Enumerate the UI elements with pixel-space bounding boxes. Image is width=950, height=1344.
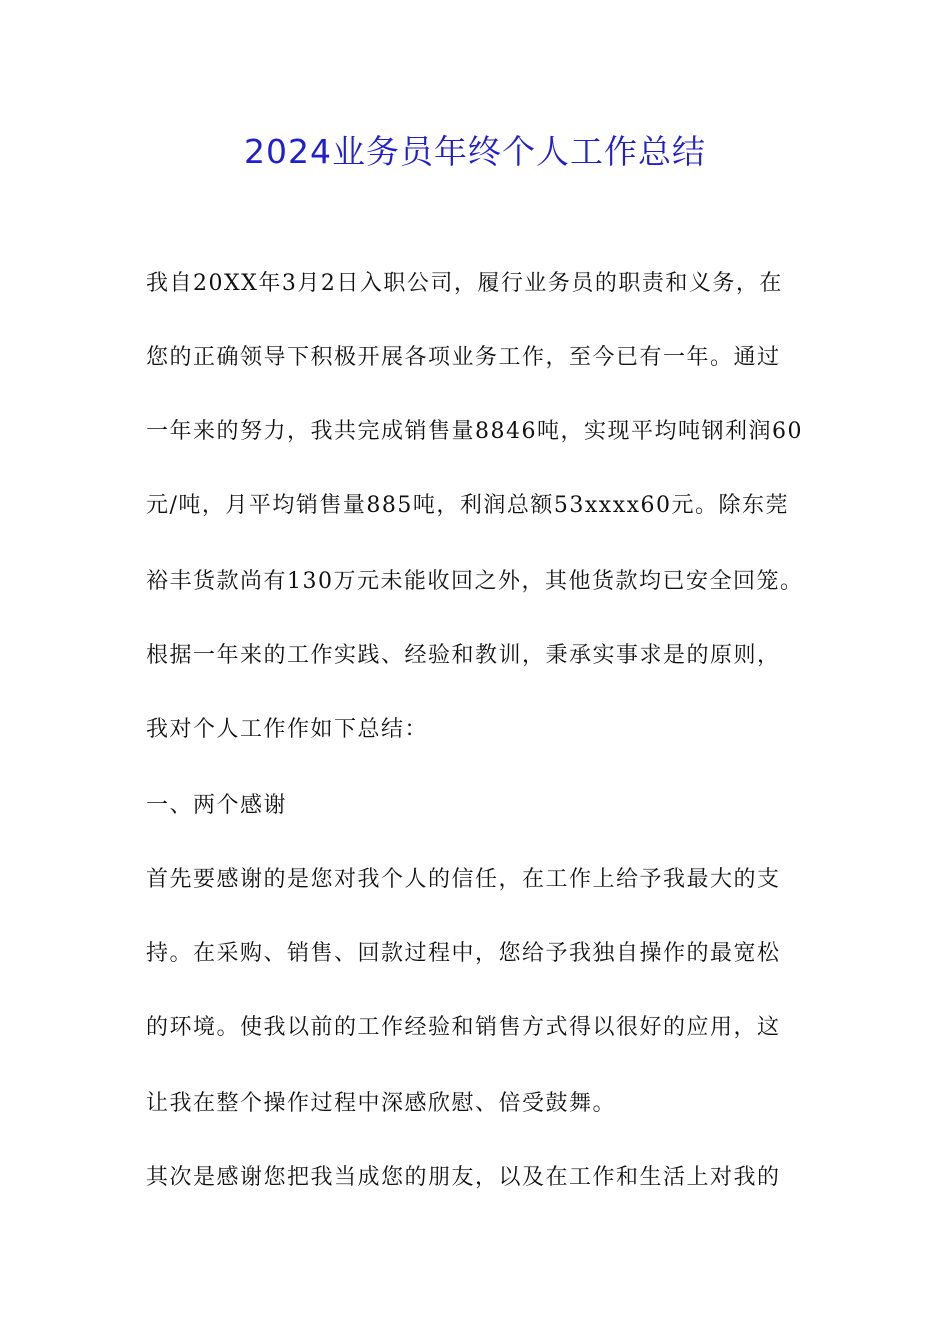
body-line-11: 让我在整个操作过程中深感欣慰、倍受鼓舞。: [146, 1091, 617, 1116]
body-line-2: 您的正确领导下积极开展各项业务工作，至今已有一年。通过: [146, 345, 781, 370]
body-line-6: 根据一年来的工作实践、经验和教训，秉承实事求是的原则，: [146, 643, 781, 668]
body-line-10: 的环境。使我以前的工作经验和销售方式得以很好的应用，这: [146, 1015, 781, 1040]
body-line-3: 一年来的努力，我共完成销售量8846吨，实现平均吨钢利润60: [146, 419, 803, 444]
section-heading-1: 一、两个感谢: [146, 793, 288, 818]
body-line-12: 其次是感谢您把我当成您的朋友，以及在工作和生活上对我的: [146, 1165, 781, 1190]
body-line-9: 持。在采购、销售、回款过程中，您给予我独自操作的最宽松: [146, 941, 781, 966]
body-line-7: 我对个人工作作如下总结：: [146, 717, 429, 742]
body-line-5: 裕丰货款尚有130万元未能收回之外，其他货款均已安全回笼。: [146, 569, 804, 594]
body-line-1: 我自20XX年3月2日入职公司，履行业务员的职责和义务，在: [146, 271, 783, 296]
document-title: 2024业务员年终个人工作总结: [244, 132, 706, 171]
body-line-8: 首先要感谢的是您对我个人的信任，在工作上给予我最大的支: [146, 867, 781, 892]
body-line-4: 元/吨，月平均销售量885吨，利润总额53xxxx60元。除东莞: [146, 493, 790, 518]
